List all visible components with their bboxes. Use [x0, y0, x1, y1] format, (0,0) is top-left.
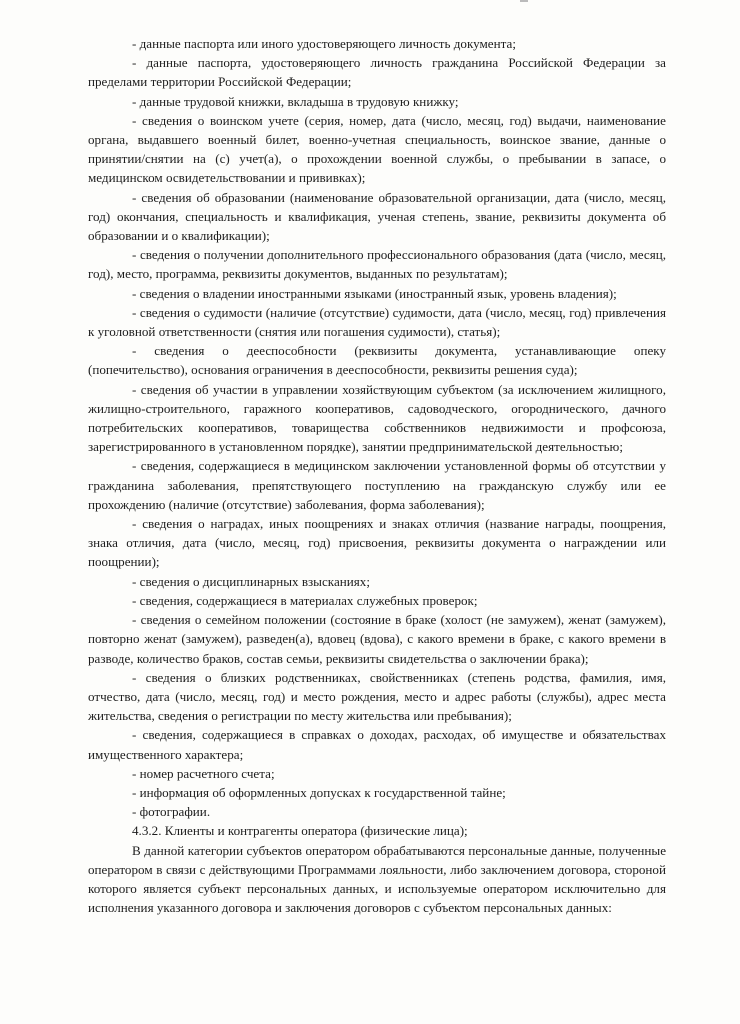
list-item-military: - сведения о воинском учете (серия, номер, дата (число, месяц, год) выдачи, наименование органа, выдавшего военный билет, военно-учетная специальность, воинское звание, данные о принятии/снятии на (с) учет(а), о прохождении военной службы, о пребывании в запасе, о медицинском освидетельствовании и прививках);: [88, 112, 666, 186]
list-item-relatives: - сведения о близких родственниках, свойственниках (степень родства, фамилия, имя, отчество, дата (число, месяц, год) и место рождения, место и адрес работы (службы), адрес места жительства, сведения о регистрации по месту жительства или пребывания);: [88, 669, 666, 724]
list-item-additional-education: - сведения о получении дополнительного профессионального образования (дата (число, месяц, год), место, программа, реквизиты документов, выданных по результатам);: [88, 247, 666, 282]
list-item-business: - сведения об участии в управлении хозяйствующим субъектом (за исключением жилищного, жилищно-строительного, гаражного кооперативов, садоводческого, огороднического, дачного потребительских кооперативов, товарищества собственников недвижимости и профсоюза, зарегистрированного в установленном порядке), занятии предпринимательской деятельностью;: [88, 381, 666, 455]
list-item-education: - сведения об образовании (наименование образовательной организации, дата (число, месяц, год) окончания, специальность и квалификация, ученая степень, звание, реквизиты документа об образовании и о квалификации);: [88, 189, 666, 244]
document-page: [88, 34, 666, 917]
list-item-awards: - сведения о наградах, иных поощрениях и знаках отличия (название награды, поощрения, знака отличия, дата (число, месяц, год) присвоения, реквизиты документа о награждении или поощрении);: [88, 516, 666, 570]
list-item-work-book: - данные трудовой книжки, вкладыша в трудовую книжку;: [132, 93, 459, 109]
list-item-foreign-passport: - данные паспорта, удостоверяющего личность гражданина Российской Федерации за пределами территории Российской Федерации;: [88, 55, 666, 90]
list-item-photos: - фотографии.: [132, 804, 211, 820]
list-item-medical: - сведения, содержащиеся в медицинском заключении установленной формы об отсутствии у гражданина заболевания, препятствующего поступлению на гражданскую службу или ее прохождению (наличие (отсутствие) заболевания, форма заболевания);: [88, 458, 666, 512]
list-item-passport: - данные паспорта или иного удостоверяющего личность документа;: [132, 36, 516, 51]
list-item-legal-capacity: - сведения о дееспособности (реквизиты документа, устанавливающие опеку (попечительство), основания ограничения в дееспособности, реквизиты решения суда);: [88, 343, 666, 378]
list-item-income: - сведения, содержащиеся в справках о доходах, расходах, об имуществе и обязательствах имущественного характера;: [88, 727, 666, 762]
list-item-account: - номер расчетного счета;: [132, 765, 275, 781]
list-item-marital: - сведения о семейном положении (состояние в браке (холост (не замужем), женат (замужем), повторно женат (замужем), разведен(а), вдовец (вдова), с какого времени в браке, с какого времени в разводе, количество браков, состав семьи, реквизиты свидетельства о заключении брака);: [88, 612, 666, 666]
list-item-inspections: - сведения, содержащиеся в материалах служебных проверок;: [132, 592, 478, 608]
paragraph-clients: В данной категории субъектов оператором обрабатываются персональные данные, полученные оператором в связи с действующими Программами лояльности, либо заключением договора, стороной которого является субъект персональных данных, и используемые оператором исключительно для исполнения указанного договора и заключения договоров с субъектом персональных данных:: [88, 842, 666, 916]
section-heading-clients: 4.3.2. Клиенты и контрагенты оператора (физические лица);: [132, 823, 468, 839]
list-item-disciplinary: - сведения о дисциплинарных взысканиях;: [132, 573, 370, 589]
list-item-clearance: - информация об оформленных допусках к государственной тайне;: [132, 784, 506, 800]
list-item-languages: - сведения о владении иностранными языками (иностранный язык, уровень владения);: [132, 285, 617, 301]
scan-mark: [520, 0, 528, 2]
list-item-criminal-record: - сведения о судимости (наличие (отсутствие) судимости, дата (число, месяц, год) привлечения к уголовной ответственности (снятия или погашения судимости), статья);: [88, 304, 666, 340]
